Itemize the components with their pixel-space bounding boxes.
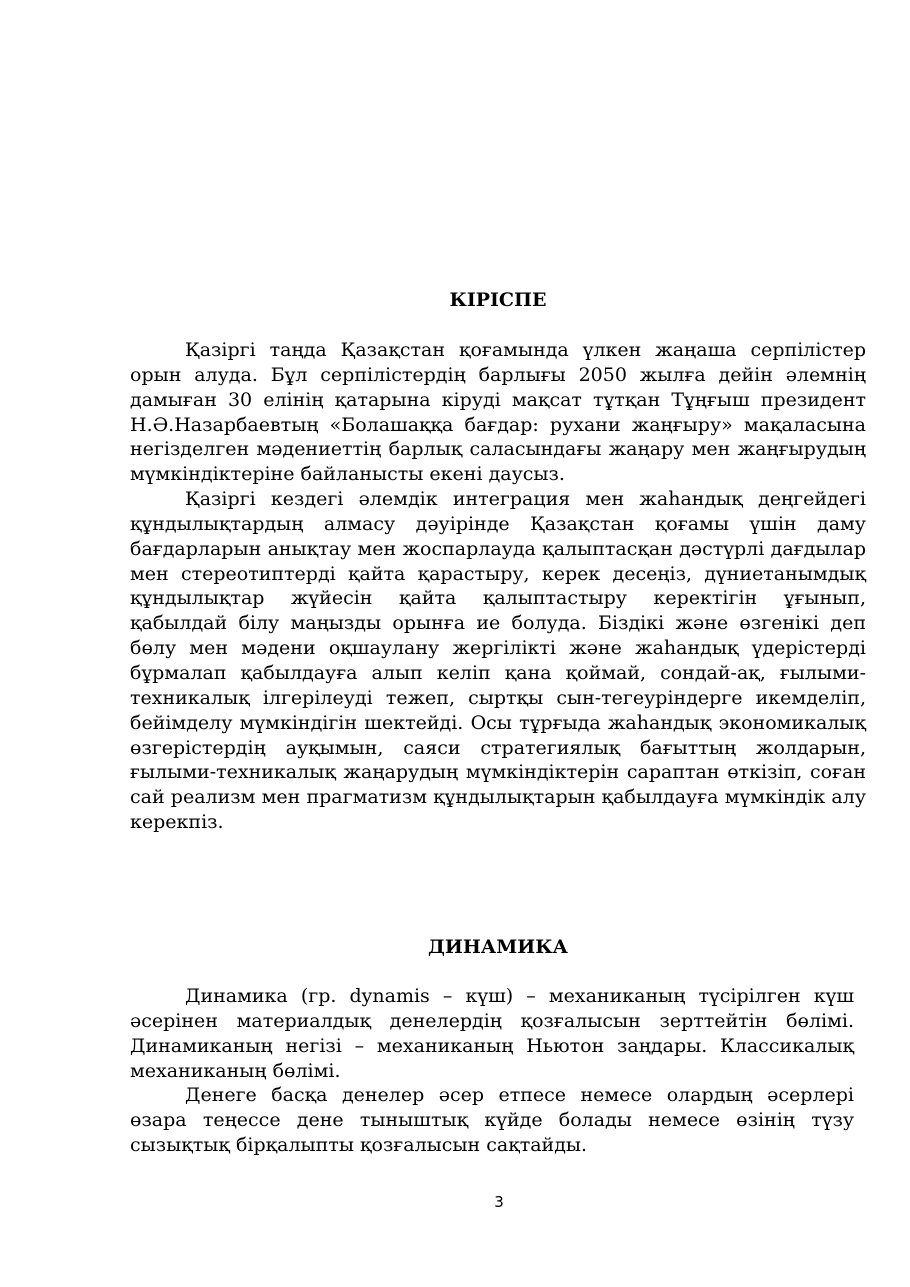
section-heading-dynamics: ДИНАМИКА xyxy=(427,936,568,958)
introduction-section xyxy=(130,338,866,835)
introduction-paragraph-2: Қазіргі кездегі әлемдік интеграция мен жаһандық деңгейдегі құндылықтардың алмасу дәуірінде Қазақстан қоғамы үшін даму бағдарларын анықтау мен жоспарлауда қалыптасқан дәстүрлі дағдылар мен стереотиптерді қайта қарастыру, керек десеңіз, дүниетанымдық құндылықтар жүйесін қайта қалыптастыру керектігін ұғынып, қабылдай білу маңызды орынға ие болуда. Біздікі және өзгенікі деп бөлу мен мәдени оқшаулану жергілікті және жаһандық үдерістерді бұрмалап қабылдауға алып келіп қана қоймай, сондай-ақ, ғылыми-техникалық ілгерілеуді тежеп, сыртқы сын-тегеуріндерге икемделіп, бейімделу мүмкіндігін шектейді. Осы тұрғыда жаһандық экономикалық өзгерістердің ауқымын, саяси стратегиялық бағыттың жолдарын, ғылыми-техникалық жаңарудың мүмкіндіктерін сараптан өткізіп, соған сай реализм мен прагматизм құндылықтарын қабылдауға мүмкіндік алу керекпіз. xyxy=(130,488,866,834)
section-heading-introduction: КІРІСПЕ xyxy=(449,289,547,311)
dynamics-paragraph-2: Денеге басқа денелер әсер етпесе немесе олардың әсерлері өзара теңессе дене тыныштық күйде болады немесе өзінің түзу сызықтық бірқалыпты қозғалысын сақтайды. xyxy=(130,1084,854,1157)
introduction-paragraph-1: Қазіргі таңда Қазақстан қоғамында үлкен жаңаша серпілістер орын алуда. Бұл серпілістердің барлығы 2050 жылға дейін әлемнің дамыған 30 елінің қатарына кіруді мақсат тұтқан Тұңғыш президент Н.Ә.Назарбаевтың «Болашаққа бағдар: рухани жаңғыру» мақаласына негізделген мәдениеттің барлық саласындағы жаңару мен жаңғырудың мүмкіндіктеріне байланысты екені даусыз. xyxy=(130,339,866,486)
dynamics-section xyxy=(130,984,854,1158)
page-number: 3 xyxy=(494,1193,504,1211)
dynamics-paragraph-1: Динамика (гр. dynamis – күш) – механиканың түсірілген күш әсерінен материалдық денелердің қозғалысын зерттейтін бөлімі. Динамиканың негізі – механиканың Ньютон заңдары. Классикалық механиканың бөлімі. xyxy=(130,985,854,1082)
